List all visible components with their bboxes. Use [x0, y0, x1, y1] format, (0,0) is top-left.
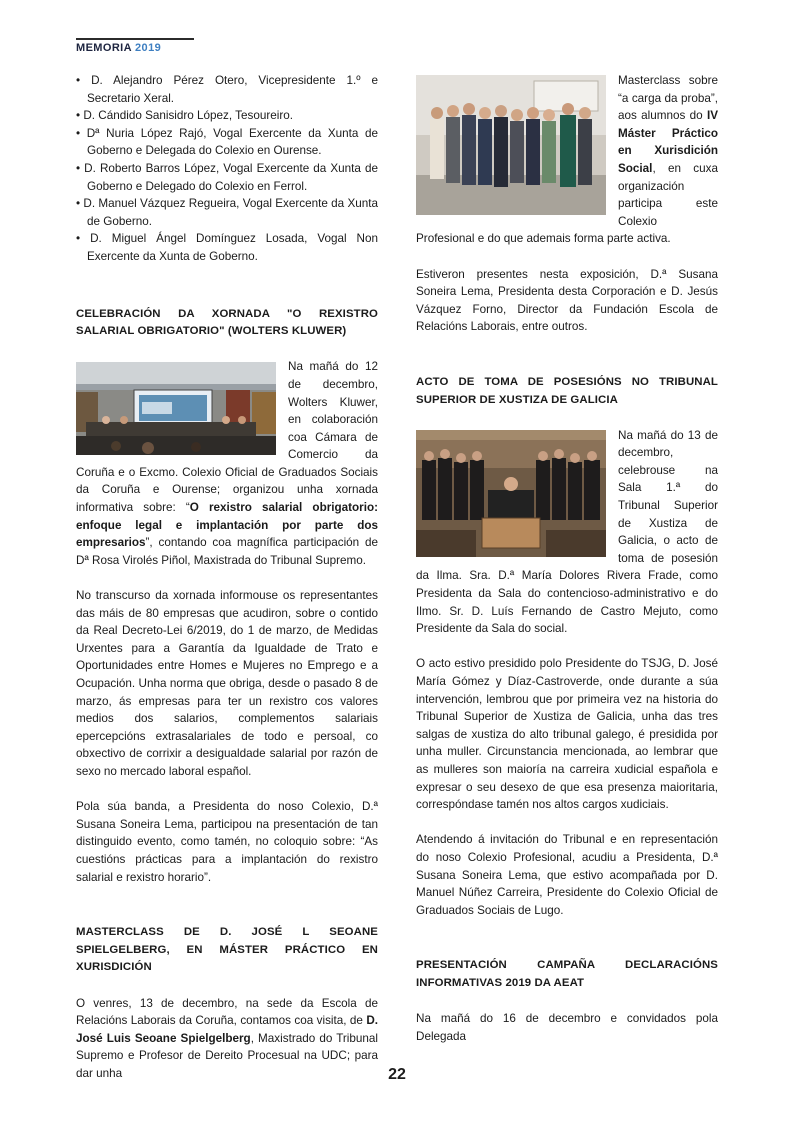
masterclass-cont-bold: IV Máster Práctico en Xurisdición Social [618, 109, 718, 175]
masterclass-p1-bold: D. José Luis Seoane Spielgelberg [76, 1014, 378, 1045]
list-item: • D. Roberto Barros López, Vogal Exercente da Xunta de Goberno e Delegado do Colexio en Ferrol. [76, 160, 378, 195]
section-toma-posesion [416, 427, 718, 920]
page-number: 22 [388, 1066, 406, 1083]
rexistro-p1-bold: O rexistro salarial obrigatorio: enfoque legal e implantación por parte dos empresarios [76, 501, 378, 550]
masterclass-p1-a: O venres, 13 de decembro, na sede da Escola de Relacións Laborais da Coruña, contamos coa visita, de [76, 996, 378, 1028]
masterclass-group-photo [416, 75, 606, 215]
header-title [76, 42, 194, 54]
board-members-list [76, 72, 378, 266]
toma-posesion-paragraph-1: Na mañá do 13 de decembro, celebrouse na Sala 1.ª do Tribunal Superior de Xustiza de Galicia, o acto de toma de posesión da Ilma. Sra. D.ª María Dolores Rivera Frade, como Presidenta da Sala do contencioso-administrativo e do Ilmo. Sr. D. Luís Fernando de Castro Mejuto, como Presidente da Sala do social. [416, 428, 718, 636]
list-item: • D. Miguel Ángel Domínguez Losada, Vogal Non Exercente da Xunta de Goberno. [76, 230, 378, 265]
section-rexistro-salarial [76, 358, 378, 886]
list-item: • D. Manuel Vázquez Regueira, Vogal Exercente da Xunta de Goberno. [76, 195, 378, 230]
section-heading-aeat: PRESENTACIÓN CAMPAÑA DECLARACIÓNS INFORMATIVAS 2019 DA AEAT [416, 959, 718, 989]
section-heading-toma-posesion: ACTO DE TOMA DE POSESIÓNS NO TRIBUNAL SUPERIOR DE XUSTIZA DE GALICIA [416, 375, 718, 406]
aeat-paragraph-1: Na mañá do 16 de decembro e convidados pola Delegada [416, 1012, 718, 1043]
section-heading-masterclass: MASTERCLASS DE D. JOSÉ L SEOANE SPIELGELBERG, EN MÁSTER PRÁCTICO EN XURISDICIÓN [76, 926, 378, 974]
right-column [416, 72, 718, 1045]
list-item: • D. Alejandro Pérez Otero, Vicepresidente 1.º e Secretario Xeral. [76, 72, 378, 107]
header-rule [76, 38, 194, 40]
left-column [76, 72, 378, 1082]
masterclass-cont-c: , en cuxa organización participa este Colexio Profesional e do que ademais forma parte activa. [416, 161, 718, 246]
section-masterclass-continued [416, 72, 718, 336]
list-item: • D. Cándido Sanisidro López, Tesoureiro. [76, 107, 378, 125]
list-item: • Dª Nuria López Rajó, Vogal Exercente da Xunta de Goberno e Delegada do Colexio en Ourense. [76, 125, 378, 160]
toma-posesion-paragraph-2: O acto estivo presidido polo Presidente do TSJG, D. José María Gómez y Díaz-Castroverde, onde durante a súa intervención, lembrou que por primeira vez na historia do Tribunal Superior de Xustiza de Galicia, unha das tres salgas de xustiza do alto tribunal galego, é presidida por unha muller. Circunstancia mencionada, ao lembrar que as mulleres son maioría na carreira xudicial española e expresar o seu desexo de que esa presenza maioritaria, correspóndase tamén nos altos cargos xudiciais. [416, 657, 718, 812]
running-header [76, 38, 194, 54]
header-memoria: MEMORIA [76, 42, 132, 54]
masterclass-cont-a: Masterclass sobre “a carga da proba”, aos alumnos do [618, 74, 718, 123]
header-year: 2019 [135, 42, 162, 54]
tribunal-ceremony-photo [416, 430, 606, 557]
rexistro-paragraph-3: Pola súa banda, a Presidenta do noso Colexio, D.ª Susana Soneira Lema, participou na presentación de tan distinguido evento, como tamén, no coloquio sobre: “As cuestións prácticas para a implantación do rexistro salarial e rexistro horario”. [76, 800, 378, 884]
rexistro-p1-c: ”, contando coa magnífica participación de Dª Rosa Virolés Piñol, Maxistrada do Tribunal Supremo. [76, 536, 378, 567]
conference-photo [76, 362, 276, 455]
rexistro-paragraph-2: No transcurso da xornada informouse os representantes das máis de 80 empresas que acudiron, sobre o contido da Real Decreto-Lei 6/2019, do 1 de marzo, de Medidas Urxentes para a Garantía da Igualdade de Trato e Oportunidades entre Homes e Mujeres no Emprego e a Ocupación. Unha norma que obriga, desde o pasado 8 de marzo, ás empresas para ter un rexistro cos valores medios dos salarios, complementos salariais epercepcións extrasalariales de todo e persoal, co obxectivo de corrixir a desigualdade salarial por razón de sexo no mercado laboral español. [76, 589, 378, 778]
attendees-paragraph: Estiveron presentes nesta exposición, D.ª Susana Soneira Lema, Presidenta desta Corporación e D. Jesús Vázquez Forno, Director da Fundación Escola de Relacións Laborais, entre outros. [416, 267, 718, 334]
rexistro-p1-a: Na mañá do 12 de decembro, Wolters Kluwer, en colaboración coa Cámara de Comercio da Coruña e o Excmo. Colexio Oficial de Graduados Sociais da Coruña e Ourense; organizou unha xornada informativa sobre: “ [76, 360, 378, 515]
section-heading-rexistro-salarial: CELEBRACIÓN DA XORNADA "O REXISTRO SALARIAL OBRIGATORIO" (WOLTERS KLUWER) [76, 307, 378, 338]
toma-posesion-paragraph-3: Atendendo á invitación do Tribunal e en representación do noso Colexio Profesional, acudiu a Presidenta, D.ª Susana Soneira Lema, que estivo acompañada por D. Manuel Núñez Carreira, Presidente do Colexio Oficial de Graduados Sociais de Lugo. [416, 833, 718, 917]
masterclass-p1-c: , Maxistrado do Tribunal Supremo e Profesor de Dereito Procesual na UDC; para dar unha [76, 1031, 379, 1080]
